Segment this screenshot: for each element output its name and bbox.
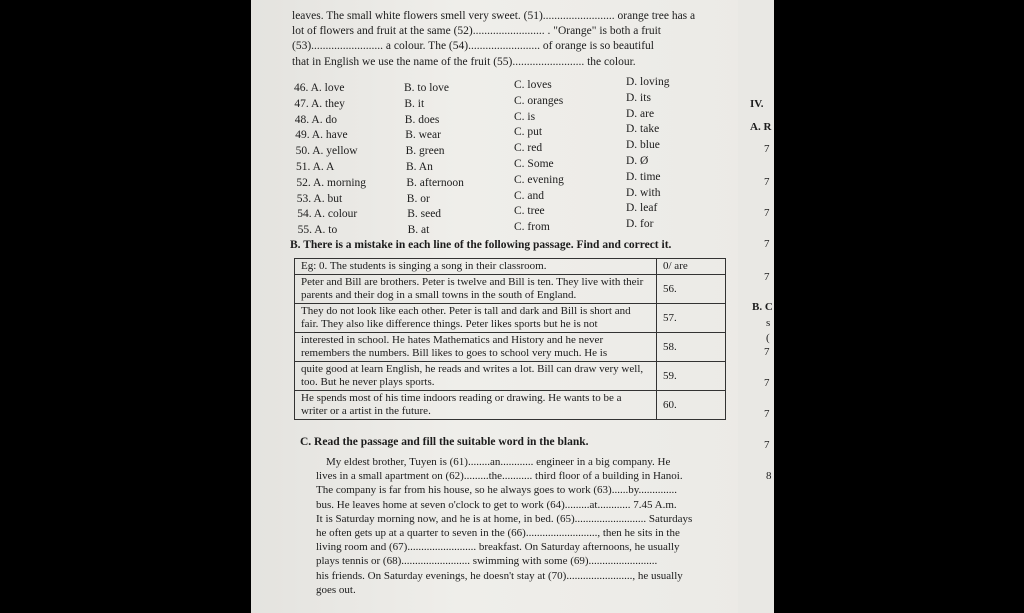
option-c: C. evening [514, 173, 564, 186]
option-d: D. for [626, 218, 654, 231]
row-text: interested in school. He hates Mathematics and History and he never remembers the numbers. Bill likes to goes to school very much. He is [295, 333, 657, 362]
option-b: B. An [406, 161, 433, 173]
fragment: A. R [750, 121, 772, 133]
option-b: B. afternoon [406, 176, 464, 189]
row-text: Eg: 0. The students is singing a song in their classroom. [295, 259, 657, 275]
table-row [295, 304, 726, 333]
passage-line: (53)......................... a colour. The (54)......................... of orange is so beautiful [292, 40, 654, 52]
table-row [295, 275, 726, 304]
passage-line: his friends. On Saturday evenings, he doesn't stay at (70)........................, he usually [316, 569, 683, 582]
option-c: C. from [514, 221, 550, 234]
option-c: C. tree [514, 205, 545, 218]
fragment: ( [766, 332, 770, 344]
option-a: 51. A. A [296, 161, 335, 173]
passage-line: My eldest brother, Tuyen is (61)........an............ engineer in a big company. He [326, 456, 671, 468]
fragment: 7 [764, 143, 770, 155]
fragment: 7 [764, 439, 770, 451]
row-text: He spends most of his time indoors reading or drawing. He wants to be a writer or a artist in the future. [295, 391, 657, 420]
table-row [295, 391, 726, 420]
fragment: 7 [764, 176, 770, 188]
row-answer[interactable]: 0/ are [657, 259, 726, 275]
option-b: B. wear [405, 129, 441, 142]
passage-line: plays tennis or (68)......................... swimming with some (69)......................... [316, 555, 658, 568]
passage-line: that in English we use the name of the fruit (55)......................... the colour. [292, 56, 636, 68]
option-d: D. are [626, 107, 655, 120]
passage-line: lives in a small apartment on (62).........the........... third floor of a building in Hanoi. [316, 470, 683, 483]
row-answer[interactable]: 57. [657, 304, 726, 333]
row-answer[interactable]: 56. [657, 275, 726, 304]
option-a: 48. A. do [294, 113, 337, 126]
option-b: B. it [404, 97, 425, 110]
table-row [295, 333, 726, 362]
row-answer[interactable]: 60. [657, 391, 726, 420]
passage-line: leaves. The small white flowers smell very sweet. (51)......................... orange tree has a [292, 10, 696, 22]
fragment: 7 [764, 377, 770, 389]
option-a: 50. A. yellow [295, 145, 358, 158]
option-d: D. its [626, 91, 651, 104]
fragment: B. C [752, 301, 773, 313]
fragment: 7 [764, 408, 770, 420]
option-a: 47. A. they [294, 97, 345, 110]
error-correction-table [294, 258, 726, 420]
option-a: 54. A. colour [297, 208, 358, 221]
option-c: C. and [514, 189, 545, 202]
fragment: IV. [750, 98, 764, 110]
next-page-edge [738, 0, 774, 613]
row-answer[interactable]: 59. [657, 362, 726, 391]
passage-line: lot of flowers and fruit at the same (52)......................... . "Orange" is both a fruit [292, 25, 661, 37]
fragment: 7 [764, 238, 770, 250]
option-a: 52. A. morning [296, 176, 367, 189]
option-a: 55. A. to [297, 224, 338, 237]
passage-line: living room and (67)......................... breakfast. On Saturday afternoons, he usually [316, 541, 680, 554]
fragment: s [766, 317, 771, 329]
option-a: 53. A. but [296, 192, 343, 205]
option-c: C. loves [514, 79, 552, 91]
option-d: D. Ø [626, 155, 649, 167]
fragment: 7 [764, 346, 770, 358]
passage-line: It is Saturday morning now, and he is at home, in bed. (65).......................... Saturdays [316, 512, 693, 525]
table-row [295, 362, 726, 391]
row-answer[interactable]: 58. [657, 333, 726, 362]
option-b: B. green [405, 145, 445, 158]
option-d: D. with [626, 186, 661, 199]
option-b: B. seed [407, 208, 442, 221]
option-d: D. leaf [626, 202, 658, 215]
option-b: B. at [407, 224, 430, 237]
passage-line: goes out. [316, 583, 356, 596]
option-a: 49. A. have [295, 129, 348, 142]
section-b-heading: B. There is a mistake in each line of the following passage. Find and correct it. [290, 239, 672, 251]
option-d: D. loving [626, 76, 670, 88]
option-b: B. to love [404, 82, 450, 94]
passage-line: The company is far from his house, so he always goes to work (63)......by.............. [316, 484, 677, 497]
passage-line: bus. He leaves home at seven o'clock to get to work (64).........at............ 7.45 A.m. [316, 498, 677, 511]
option-d: D. blue [626, 139, 660, 152]
option-c: C. oranges [514, 94, 564, 107]
fragment: 7 [764, 207, 770, 219]
row-text: quite good at learn English, he reads and writes a lot. Bill can draw very well, too. But he never plays sports. [295, 362, 657, 391]
row-text: They do not look like each other. Peter is tall and dark and Bill is short and fair. They also like difference things. Peter likes sports but he is not [295, 304, 657, 333]
option-d: D. take [626, 123, 660, 136]
row-text: Peter and Bill are brothers. Peter is twelve and Bill is ten. They live with their parents and their dog in a small towns in the south of England. [295, 275, 657, 304]
option-a: 46. A. love [294, 82, 345, 94]
section-c-heading: C. Read the passage and fill the suitable word in the blank. [300, 436, 589, 448]
option-c: C. red [514, 142, 543, 155]
option-b: B. or [406, 192, 430, 205]
fragment: 8 [766, 470, 772, 482]
option-c: C. is [514, 110, 536, 123]
option-c: C. put [514, 126, 543, 139]
fragment: 7 [764, 271, 770, 283]
option-d: D. time [626, 170, 661, 183]
option-c: C. Some [514, 158, 554, 170]
table-row [295, 259, 726, 275]
passage-line: he often gets up at a quarter to seven in the (66).........................., then he sits in the [316, 527, 680, 539]
option-b: B. does [404, 113, 440, 126]
